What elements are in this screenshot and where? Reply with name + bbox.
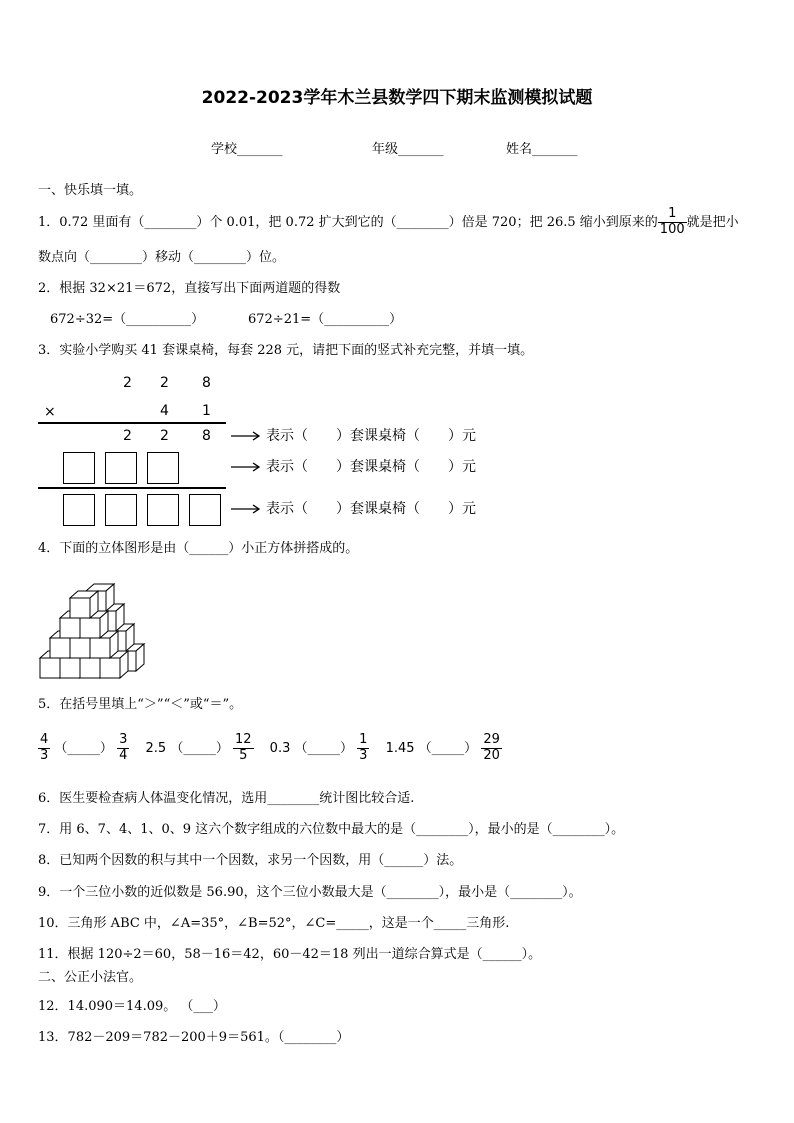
name-field[interactable]: 姓名_______	[506, 142, 578, 157]
partial-product-digit: 2	[123, 428, 132, 444]
fraction-denominator: 4	[119, 747, 128, 763]
question-6: 6．医生要检查病人体温变化情况，选用________统计图比较合适.	[38, 791, 415, 806]
fraction-numerator: 29	[483, 732, 500, 747]
multiplicand-digit: 8	[202, 375, 211, 391]
fraction-numerator: 12	[234, 732, 252, 747]
fraction-1-100	[658, 207, 687, 238]
multiplicand-digit: 2	[160, 375, 169, 391]
question-4: 4．下面的立体图形是由（______）小正方体拼搭成的。	[38, 541, 359, 556]
question-9: 9．一个三位小数的近似数是 56.90，这个三位小数最大是（________），最小是（________）。	[38, 885, 582, 900]
cube-stack-figure	[36, 580, 166, 680]
digit-box[interactable]	[147, 494, 179, 526]
page-title: 2022-2023学年木兰县数学四下期末监测模拟试题	[201, 88, 593, 108]
fraction-4-3	[38, 733, 50, 764]
digit-box[interactable]	[189, 494, 221, 526]
question-12: 12．14.090＝14.09。 （___）	[38, 999, 226, 1014]
multiplicand-digit: 2	[123, 375, 132, 391]
compare-blank[interactable]: （_____）	[170, 740, 229, 756]
arrow-right-icon	[230, 503, 262, 515]
fraction-numerator: 4	[40, 732, 49, 747]
fraction-denominator: 100	[659, 221, 685, 237]
fraction-numerator: 3	[119, 732, 128, 747]
partial-product-digit: 2	[160, 428, 169, 444]
question-2: 2．根据 32×21＝672，直接写出下面两道题的得数	[38, 281, 341, 296]
arrow-right-icon	[230, 430, 262, 442]
school-field[interactable]: 学校_______	[211, 142, 283, 157]
compare-row	[38, 733, 502, 764]
compare-blank[interactable]: （_____）	[54, 740, 113, 756]
fraction-denominator: 5	[239, 747, 248, 763]
explain-row-1[interactable]: 表示（ ）套课桌椅（ ）元	[266, 428, 476, 444]
fraction-denominator: 3	[359, 747, 368, 763]
question-11: 11．根据 120÷2＝60，58－16＝42，60－42＝18 列出一道综合算式是（______）。	[38, 947, 542, 962]
question-7: 7．用 6、7、4、1、0、9 这六个数字组成的六位数中最大的是（________），最小的是（________）。	[38, 822, 625, 837]
multiplication-line	[38, 422, 226, 424]
arrow-right-icon	[230, 461, 262, 473]
decimal-value: 0.3	[269, 740, 291, 756]
digit-box[interactable]	[63, 452, 95, 484]
section-heading-1: 一、快乐填一填。	[38, 183, 143, 198]
decimal-value: 2.5	[145, 740, 167, 756]
fraction-12-5	[233, 733, 254, 764]
explain-row-2[interactable]: 表示（ ）套课桌椅（ ）元	[266, 459, 476, 475]
question-1	[38, 207, 739, 238]
digit-box[interactable]	[105, 494, 137, 526]
fraction-numerator: 1	[359, 732, 368, 747]
question-3: 3．实验小学购买 41 套课桌椅，每套 228 元，请把下面的竖式补充完整，并填一填。	[38, 343, 534, 358]
multiplier-digit: 4	[160, 403, 169, 419]
grade-field[interactable]: 年级_______	[372, 142, 444, 157]
explain-row-3[interactable]: 表示（ ）套课桌椅（ ）元	[266, 501, 476, 517]
question-10: 10．三角形 ABC 中，∠A=35°，∠B=52°，∠C=_____，这是一个_____三角形.	[38, 916, 510, 931]
question-1-line-2: 数点向（________）移动（________）位。	[38, 250, 286, 265]
question-2-answer-a[interactable]: 672÷32=（__________）	[50, 312, 205, 327]
question-8: 8．已知两个因数的积与其中一个因数，求另一个因数，用（______）法。	[38, 853, 463, 868]
fraction-numerator: 1	[658, 207, 687, 223]
compare-blank[interactable]: （_____）	[294, 740, 354, 756]
digit-box[interactable]	[105, 452, 137, 484]
unit-cube	[70, 591, 98, 618]
fraction-denominator: 20	[483, 747, 500, 763]
partial-product-digit: 8	[202, 428, 211, 444]
sum-line	[38, 487, 226, 489]
decimal-value: 1.45	[385, 740, 415, 756]
fraction-denominator: 3	[40, 747, 49, 763]
fraction-3-4	[117, 733, 129, 764]
digit-box[interactable]	[63, 494, 95, 526]
question-1-text-a: 1．0.72 里面有（________）个 0.01，把 0.72 扩大到它的（________）倍是 720；把 26.5 缩小到原来的	[38, 214, 658, 230]
question-1-text-b: 就是把小	[686, 214, 739, 230]
times-sign: ×	[44, 404, 56, 420]
compare-blank[interactable]: （_____）	[418, 740, 478, 756]
question-2-answer-b[interactable]: 672÷21=（__________）	[248, 312, 403, 327]
fraction-29-20	[481, 733, 502, 764]
question-5: 5．在括号里填上“＞”“＜”或“＝”。	[38, 697, 243, 712]
fraction-1-3	[357, 733, 369, 764]
section-heading-2: 二、公正小法官。	[38, 970, 143, 985]
digit-box[interactable]	[147, 452, 179, 484]
question-13: 13．782－209＝782－200＋9＝561。（________）	[38, 1030, 350, 1045]
multiplier-digit: 1	[202, 403, 211, 419]
